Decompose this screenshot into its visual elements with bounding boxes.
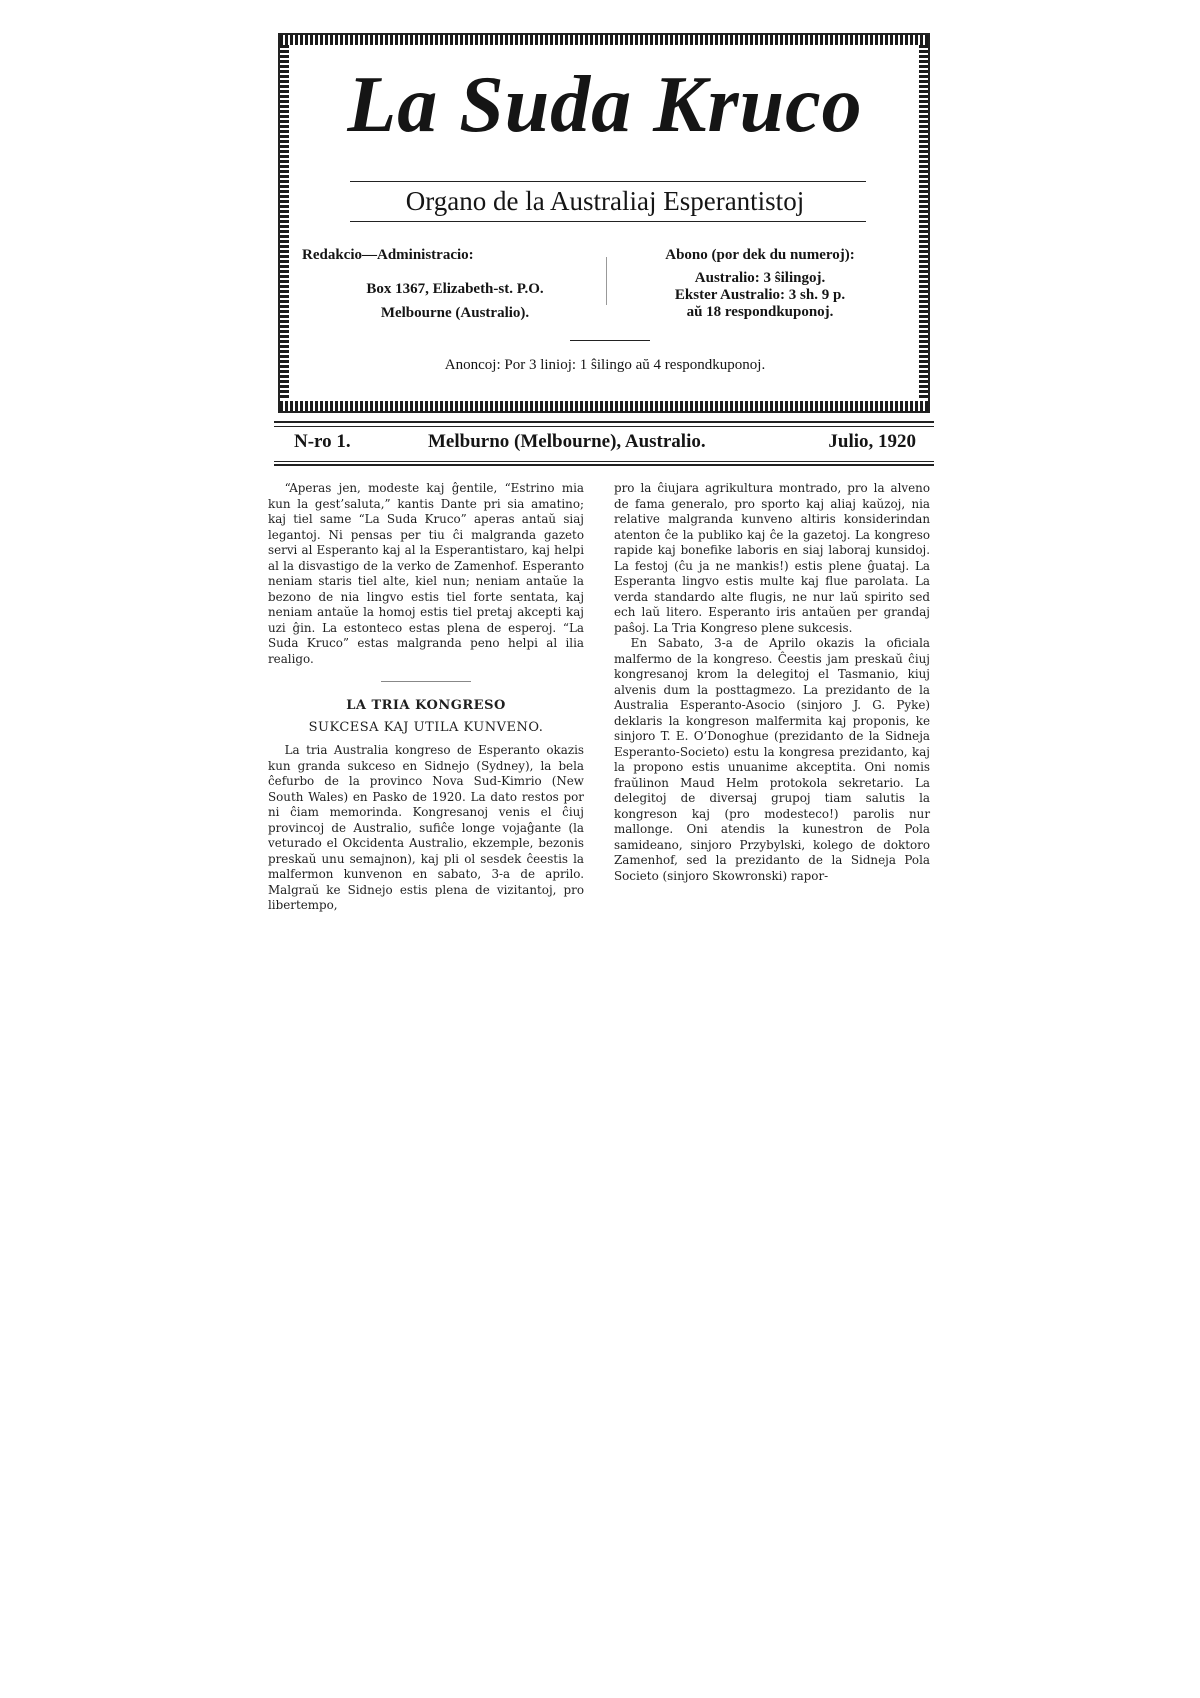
article-paragraph-3: En Sabato, 3-a de Aprilo okazis la oficiala malfermo de la kongreso. Ĉeestis jam preskaŭ ĉiuj kongresanoj krom la delegitoj el Tasmanio, kiuj alvenis dum la posttagmezo. La prezidanto de la Australia Esperanto-Asocio (sinjoro J. G. Pyke) deklaris la kongreson malfermita kaj proponis, ke sinjoro T. E. O’Donoghue (prezidanto de la Sidneja Esperanto-Societo) estu la kongresa prezidanto, kaj la propono estis unuanime akceptita. Oni nomis fraŭlinon Maud Helm protokola sekretario. La delegitoj de diversaj grupoj tiam salutis la kongreson kaj (pro modesteco!) parolis nur mallonge. Oni atendis la kunestron de Pola samideano, sinjoro Przybylski, kolego de doktoro Zamenhof, sed la prezidanto de la Sidneja Pola Societo (sinjoro Skowronski) rapor-	[614, 636, 930, 883]
issue-number: N-ro 1.	[294, 431, 351, 452]
column-divider	[606, 257, 607, 305]
subscription-abroad: Ekster Australio: 3 sh. 9 p.	[674, 287, 846, 303]
intro-paragraph: “Aperas jen, modeste kaj ĝentile, “Estrino mia kun la gest’saluta,” kantis Dante pri sia amatino; kaj tiel same “La Suda Kruco” aperas antaŭ siaj legantoj. Ni pensas per tiu ĉi malgranda gazeto servi al Esperanto kaj al la Esperantistaro, kaj helpi al la disvastigo de la verko de Zamenhof. Esperanto neniam staris tiel alte, kiel nun; neniam antaŭe la bezono de nia lingvo estis tiel forte sentata, kaj neniam antaŭe la homoj estis tiel pretaj akcepti kaj uzi ĝin. La estonteco estas plena de esperoj. “La Suda Kruco” estas malgranda peno helpi al ilia realigo.	[268, 481, 584, 666]
dateline-bottom-rule-thin	[274, 461, 934, 462]
issue-date: Julio, 1920	[828, 431, 916, 452]
subscription-info	[610, 247, 910, 321]
masthead-left-border	[280, 45, 289, 400]
article-paragraph-2: pro la ĉiujara agrikultura montrado, pro la alveno de fama generalo, pro sporto kaj aliaj kaŭzoj, nia relative malgranda kunveno altiris konsiderindan atenton ĉe la publiko kaj ĉe la gazetoj. La kongreso rapide kaj bonefike laboris en siaj laboraj kunsidoj. La festoj (ĉu ja ne mankis!) estis plene ĝuataj. La Esperanta lingvo estis multe kaj flue parolata. La verda standardo alte flugis, ne nur laŭ spirito sed ech laŭ litero. Esperanto iris antaŭen per grandaj paŝoj. La Tria Kongreso plene sukcesis.	[614, 481, 930, 635]
section-title: LA TRIA KONGRESO	[346, 698, 506, 713]
dateline-top-rule-thin	[274, 426, 934, 427]
masthead	[278, 33, 930, 413]
article-column-right	[614, 481, 930, 884]
section-subtitle: SUKCESA KAJ UTILA KUNVENO.	[308, 719, 544, 735]
dateline-bottom-rule	[274, 464, 934, 466]
dateline-top-rule	[274, 421, 934, 423]
newspaper-title: La Suda Kruco	[347, 61, 863, 149]
section-divider	[381, 681, 471, 682]
address-line-1: Box 1367, Elizabeth-st. P.O.	[366, 281, 544, 297]
subscription-coupons: aŭ 18 respondkuponoj.	[686, 304, 834, 320]
masthead-top-border	[280, 35, 928, 45]
subscription-heading: Abono (por dek du numeroj):	[665, 247, 855, 263]
subtitle-top-rule	[350, 181, 866, 182]
subscription-australia: Australio: 3 ŝilingoj.	[694, 270, 826, 286]
newspaper-page	[268, 33, 930, 1073]
masthead-bottom-border	[280, 401, 928, 411]
address-line-2: Melbourne (Australio).	[380, 305, 530, 321]
masthead-right-border	[919, 45, 928, 400]
newspaper-subtitle: Organo de la Australiaj Esperantistoj	[405, 186, 805, 216]
subtitle-bottom-rule	[350, 221, 866, 222]
article-column-left	[268, 481, 584, 914]
advert-rule	[570, 340, 650, 341]
advertising-rates: Anoncoj: Por 3 linioj: 1 ŝilingo aŭ 4 respondkuponoj.	[444, 357, 766, 373]
editorial-label: Redakcio—Administracio:	[302, 247, 474, 263]
issue-place: Melburno (Melbourne), Australio.	[428, 431, 706, 452]
article-paragraph-1: La tria Australia kongreso de Esperanto okazis kun granda sukceso en Sidnejo (Sydney), la bela ĉefurbo de la provinco Nova Sud-Kimrio (New South Wales) en Pasko de 1920. La dato restos por ni ĉiam memorinda. Kongresanoj venis el ĉiuj provincoj de Australio, sufiĉe longe vojaĝante (la veturado el Okcidenta Australio, ekzemple, bezonis preskaŭ unu semajnon), kaj pli ol sesdek ĉeestis la malfermon kunvenon en sabato, 3-a de aprilo. Malgraŭ ke Sidnejo estis plena de vizitantoj, pro libertempo,	[268, 743, 584, 912]
